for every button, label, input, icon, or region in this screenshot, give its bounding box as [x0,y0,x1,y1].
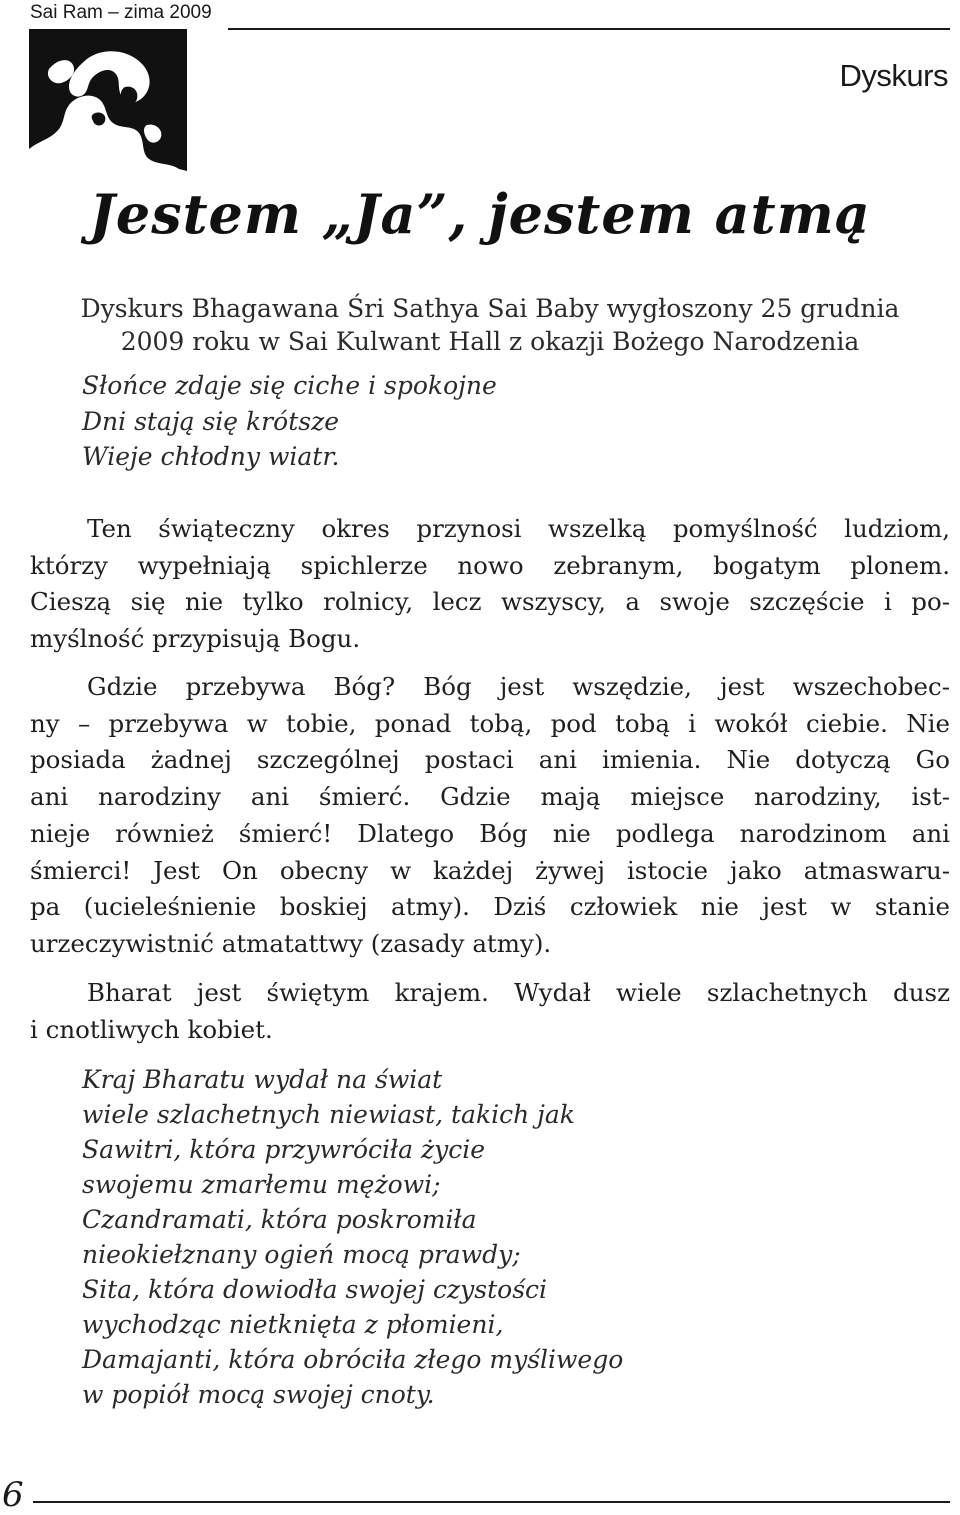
subtitle-line: Dyskurs Bhagawana Śri Sathya Sai Baby wygłoszony 25 grudnia [80,294,900,323]
poem-line: Sawitri, która przywróciła życie [82,1135,486,1164]
poem-line: Sita, która dowiodła swojej czystości [82,1275,548,1304]
paragraph-1 [30,511,950,658]
page-number: 6 [2,1475,24,1515]
poem-line: Czandramati, która poskromiła [82,1205,477,1234]
paragraph-line: Cieszą się nie tylko rolnicy, lecz wszyscy, a swoje szczęście i po- [30,587,950,617]
poem-line: swojemu zmarłemu mężowi; [82,1170,441,1199]
poem-line: wychodząc nietknięta z płomieni, [82,1310,504,1339]
paragraph-line: i cnotliwych kobiet. [30,1014,273,1044]
paragraph-line: pa (ucieleśnienie boskiej atmy). Dziś człowiek nie jest w stanie [30,892,950,922]
paragraph-line: śmierci! Jest On obecny w każdej żywej istocie jako atmaswaru- [30,855,950,885]
article-title: Jestem „Ja”, jestem atmą [89,182,871,246]
poem-line: nieokiełznany ogień mocą prawdy; [82,1240,521,1269]
poem-line: Damajanti, która obróciła złego myśliwego [82,1345,624,1374]
poem-line: wiele szlachetnych niewiast, takich jak [82,1100,575,1129]
header-rule [228,28,950,30]
paragraph-line: ny – przebywa w tobie, ponad tobą, pod tobą i wokół ciebie. Nie [30,708,950,738]
paragraph-2 [30,669,950,963]
portrait-logo-icon [29,29,187,178]
section-label: Dyskurs [839,58,948,93]
closing-poem [82,1062,623,1412]
paragraph-line: którzy wypełniają spichlerze nowo zebranym, bogatym plonem. [30,550,950,580]
paragraph-line: Bharat jest świętym krajem. Wydał wiele szlachetnych dusz [87,978,950,1007]
paragraph-line: myślność przypisują Bogu. [30,624,361,654]
paragraph-line: nieje również śmierć! Dlatego Bóg nie podlega narodzinom ani [30,818,950,848]
paragraph-3 [30,975,950,1048]
poem-line: Słońce zdaje się ciche i spokojne [82,371,497,400]
opening-poem [82,368,497,475]
paragraph-line: posiada żadnej szczególnej postaci ani imienia. Nie dotyczą Go [30,745,950,775]
running-head: Sai Ram – zima 2009 [30,2,212,23]
poem-line: w popiół mocą swojej cnoty. [82,1380,435,1409]
paragraph-line: urzeczywistnić atmatattwy (zasady atmy). [30,928,552,958]
subtitle-line: 2009 roku w Sai Kulwant Hall z okazji Bożego Narodzenia [120,327,860,356]
poem-line: Kraj Bharatu wydał na świat [82,1065,443,1094]
poem-line: Dni stają się krótsze [82,406,340,436]
paragraph-line: Ten świąteczny okres przynosi wszelką pomyślność ludziom, [87,514,950,543]
poem-line: Wieje chłodny wiatr. [82,442,340,471]
paragraph-line: ani narodziny ani śmierć. Gdzie mają miejsce narodziny, ist- [30,782,950,812]
article-subtitle [30,292,950,358]
footer-rule [33,1501,950,1503]
paragraph-line: Gdzie przebywa Bóg? Bóg jest wszędzie, jest wszechobec- [87,672,950,701]
